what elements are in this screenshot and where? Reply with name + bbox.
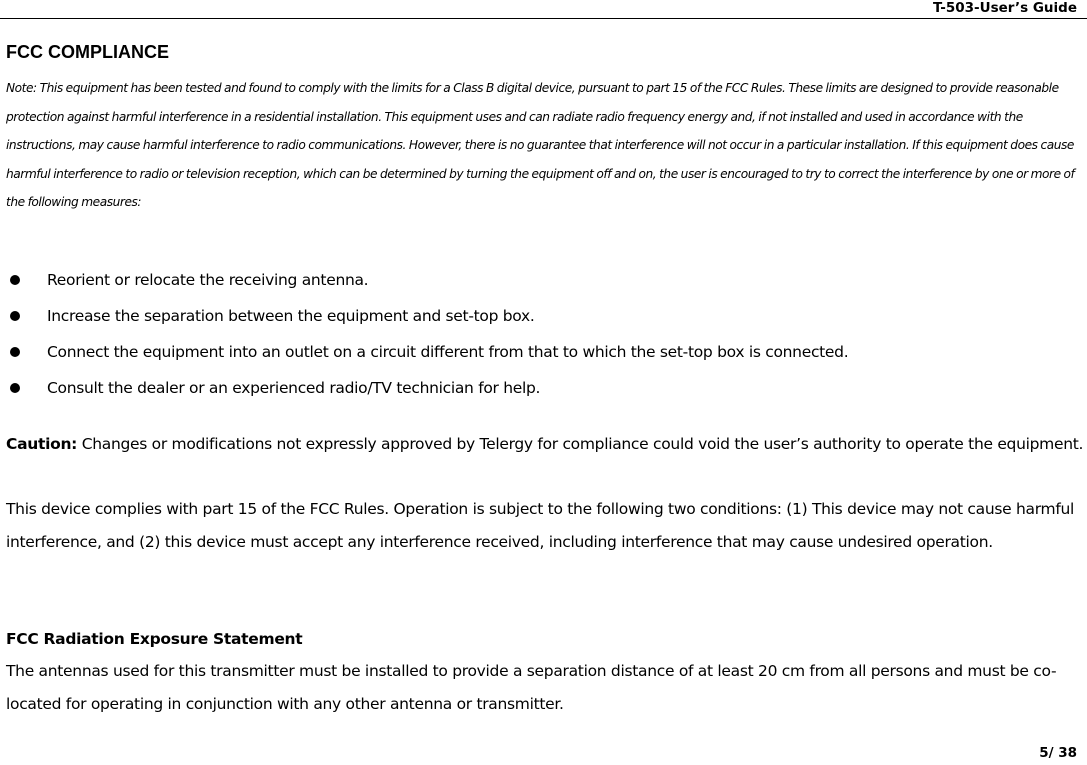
compliance-paragraph: This device complies with part 15 of the FCC Rules. Operation is subject to the following two conditions: (1) This device may not cause harmful interference, and (2) this device must accept any interference received, including interference that may cause undesired operation. bbox=[6, 500, 1075, 551]
caution-text: Changes or modifications not expressly approved by Telergy for compliance could void the user’s authority to operate the equipment. bbox=[77, 435, 1084, 453]
fcc-note-paragraph: Note: This equipment has been tested and found to comply with the limits for a Class B digital device, pursuant to part 15 of the FCC Rules. These limits are designed to provide reasonable protection against harmful interference in a residential installation. This equipment uses and can radiate radio frequency energy and, if not installed and used in accordance with the instructions, may cause harmful interference to radio communications. However, there is no guarantee that interference will not occur in a particular installation. If this equipment does cause harmful interference to radio or television reception, which can be determined by turning the equipment off and on, the user is encouraged to try to correct the interference by one or more of the following measures: bbox=[6, 81, 1075, 209]
list-item-text: Connect the equipment into an outlet on a circuit different from that to which the set-top box is connected. bbox=[47, 343, 849, 361]
document-header-title: T-503-User’s Guide bbox=[933, 0, 1077, 16]
caution-paragraph bbox=[6, 428, 1084, 461]
bullet-icon bbox=[10, 275, 20, 285]
bullet-icon bbox=[10, 383, 20, 393]
bullet-icon bbox=[10, 347, 20, 357]
list-item-text: Consult the dealer or an experienced radio/TV technician for help. bbox=[47, 379, 541, 397]
list-item-text: Reorient or relocate the receiving antenna. bbox=[47, 271, 369, 289]
bullet-icon bbox=[10, 311, 20, 321]
header-divider bbox=[0, 18, 1087, 19]
list-item-text: Increase the separation between the equipment and set-top box. bbox=[47, 307, 535, 325]
page-number: 5/ 38 bbox=[1039, 745, 1077, 761]
radiation-statement-text: The antennas used for this transmitter must be installed to provide a separation distance of at least 20 cm from all persons and must be co-located for operating in conjunction with any other antenna or transmitter. bbox=[6, 662, 1057, 713]
section-title: FCC COMPLIANCE bbox=[6, 42, 169, 62]
caution-label: Caution: bbox=[6, 435, 78, 453]
radiation-statement-title: FCC Radiation Exposure Statement bbox=[6, 630, 303, 648]
